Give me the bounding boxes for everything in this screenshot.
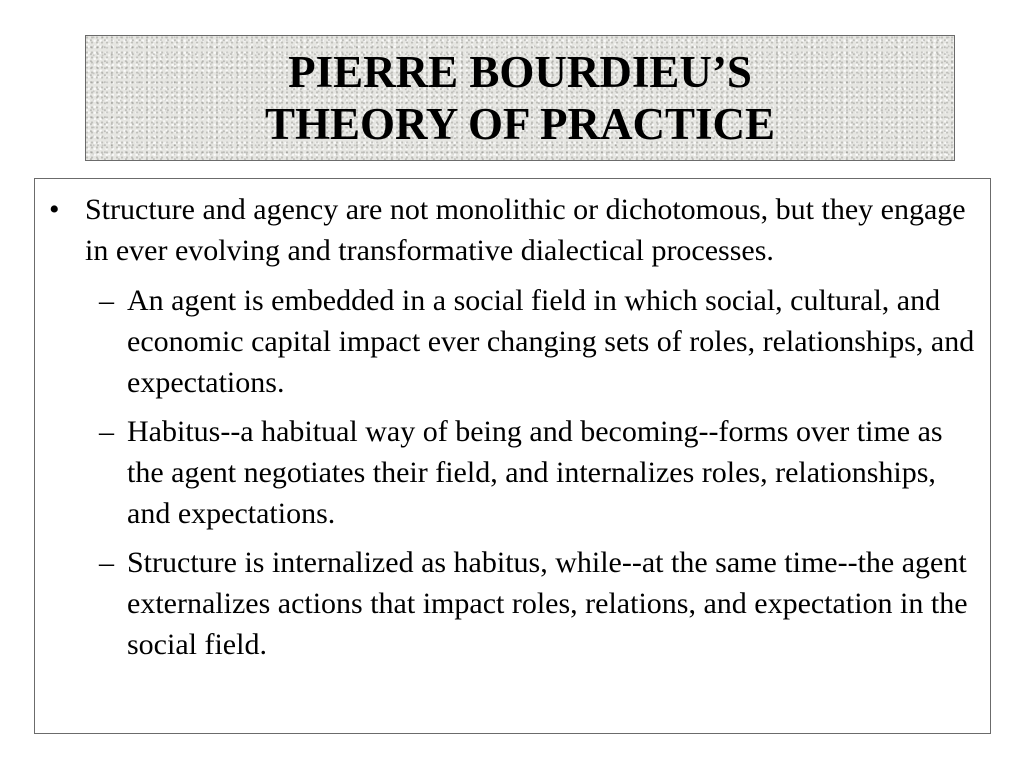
bullet-marker: • [49,193,60,226]
sub-bullet [49,542,978,665]
sub-bullet-text: An agent is embedded in a social field in which social, cultural, and economic capital impact ever changing sets of roles, relationships, and expectations. [127,284,975,399]
dash-marker: – [99,284,114,317]
sub-bullet-text: Structure is internalized as habitus, while--at the same time--the agent externalizes actions that impact roles, relations, and expectation in the social field. [127,546,968,661]
content-box [34,178,991,734]
sub-bullet-text: Habitus--a habitual way of being and becoming--forms over time as the agent negotiates their field, and internalizes roles, relationships, and expectations. [127,415,943,530]
main-bullet-text: Structure and agency are not monolithic or dichotomous, but they engage in ever evolving and transformative dialectical processes. [85,193,966,267]
slide-title-line-2: THEORY OF PRACTICE [264,99,776,149]
sub-bullet [49,280,978,403]
dash-marker: – [99,546,114,579]
dash-marker: – [99,415,114,448]
slide-title-line-1: PIERRE BOURDIEU’S [288,47,752,97]
title-box [85,35,955,161]
sub-bullet-list [49,280,978,665]
main-bullet [49,189,978,271]
sub-bullet [49,411,978,534]
